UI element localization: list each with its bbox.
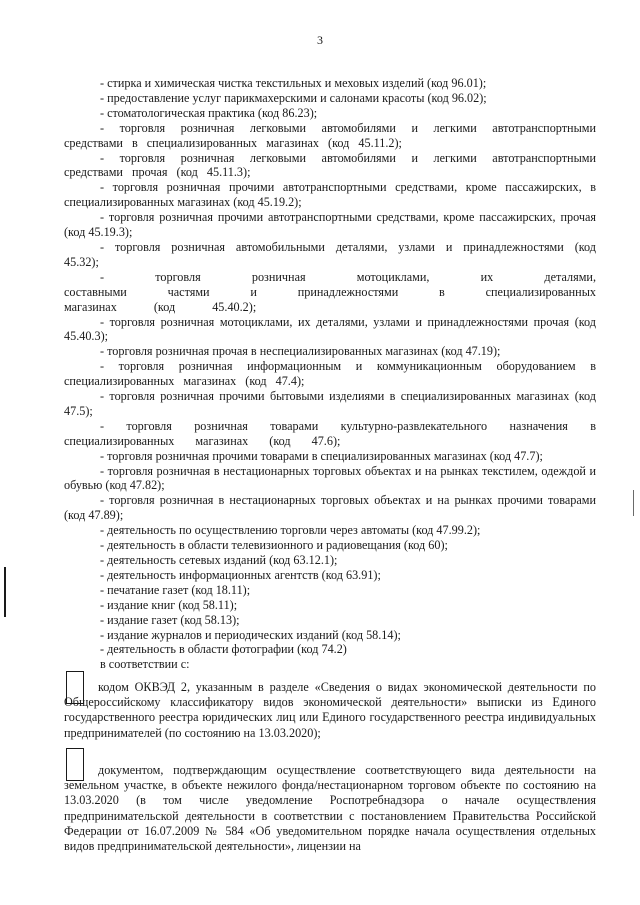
activity-item: - издание журналов и периодических изданий (код 58.14);	[100, 627, 401, 642]
margin-mark	[4, 567, 6, 617]
activity-item: - торговля розничная мотоциклами, их деталями, составными частями и принадлежностями в специализированных магазинах (код 45.40.2);	[64, 269, 596, 314]
option-text: документом, подтверждающим осуществление соответствующего вида деятельности на земельном участке, в объекте нежилого фонда/нестационарном торговом объекте по состоянию на 13.03.2020 (в том числе уведомление Роспотребнадзора о начале осуществления предпринимательской деятельности в соответствии с постановлением Правительства Российской Федерации от 16.07.2009 № 584 «Об уведомительном порядке начала осуществления отдельных видов предпринимательской деятельности», лицензии на	[64, 763, 596, 854]
in-accordance-label: в соответствии с:	[100, 657, 190, 672]
option-block	[64, 763, 596, 854]
activity-item: - торговля розничная в нестационарных торговых объектах и на рынках текстилем, одеждой и обувью (код 47.82);	[64, 463, 596, 493]
activity-item: - печатание газет (код 18.11);	[100, 582, 251, 597]
activity-item: - торговля розничная легковыми автомобилями и легкими автотранспортными средствами прочая (код 45.11.3);	[64, 150, 596, 180]
activity-item: - деятельность информационных агентств (код 63.91);	[100, 567, 381, 582]
activity-item: - торговля розничная в нестационарных торговых объектах и на рынках прочими товарами (код 47.89);	[64, 493, 596, 523]
activity-item: - торговля розничная прочая в неспециализированных магазинах (код 47.19);	[100, 344, 501, 359]
activity-item: - деятельность в области фотографии (код 74.2)	[100, 642, 347, 657]
activity-item: - деятельность по осуществлению торговли через автоматы (код 47.99.2);	[100, 523, 481, 538]
activity-item: - торговля розничная информационным и коммуникационным оборудованием в специализированных магазинах (код 47.4);	[64, 359, 596, 389]
activity-item: - торговля розничная прочими товарами в специализированных магазинах (код 47.7);	[100, 448, 543, 463]
activity-item: - издание газет (код 58.13);	[100, 612, 240, 627]
activity-item: - стоматологическая практика (код 86.23);	[100, 105, 318, 120]
activity-item: - торговля розничная прочими автотранспортными средствами, кроме пассажирских, прочая (код 45.19.3);	[64, 210, 596, 240]
activity-item: - предоставление услуг парикмахерскими и салонами красоты (код 96.02);	[100, 90, 487, 105]
activity-item: - торговля розничная автомобильными деталями, узлами и принадлежностями (код 45.32);	[64, 239, 596, 269]
activity-list	[64, 76, 596, 672]
activity-item: - торговля розничная мотоциклами, их деталями, узлами и принадлежностями прочая (код 45.40.3);	[64, 314, 596, 344]
edge-mark	[633, 490, 634, 516]
option-text: кодом ОКВЭД 2, указанным в разделе «Сведения о видах экономической деятельности по Общероссийскому классификатору видов экономической деятельности» выписки из Единого государственного реестра юридических лиц или Единого государственного реестра индивидуальных предпринимателей (по состоянию на 13.03.2020);	[64, 680, 596, 740]
activity-item: - стирка и химическая чистка текстильных и меховых изделий (код 96.01);	[100, 76, 487, 90]
activity-item: - торговля розничная легковыми автомобилями и легкими автотранспортными средствами в специализированных магазинах (код 45.11.2);	[64, 120, 596, 150]
activity-item: - деятельность сетевых изданий (код 63.12.1);	[100, 553, 338, 567]
option-block	[64, 680, 596, 741]
activity-item: - издание книг (код 58.11);	[100, 597, 238, 612]
activity-item: - деятельность в области телевизионного и радиовещания (код 60);	[100, 538, 448, 553]
activity-item: - торговля розничная прочими бытовыми изделиями в специализированных магазинах (код 47.5);	[64, 389, 596, 418]
activity-item: - торговля розничная товарами культурно-развлекательного назначения в специализированных магазинах (код 47.6);	[64, 418, 596, 448]
activity-item: - торговля розничная прочими автотранспортными средствами, кроме пассажирских, в специализированных магазинах (код 45.19.2);	[64, 180, 596, 210]
page-number: 3	[317, 33, 323, 47]
